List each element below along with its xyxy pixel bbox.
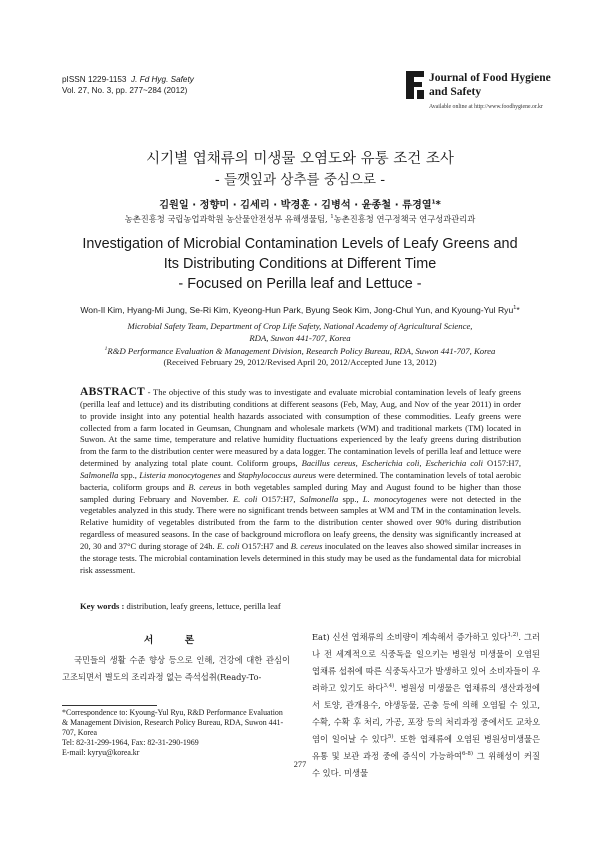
keywords-label: Key words :: [80, 601, 125, 611]
journal-logo-icon: [405, 70, 425, 100]
correspondence-footnote: *Correspondence to: Kyoung-Yul Ryu, R&D Performance Evaluation & Management Division, Research Policy Bureau, RDA, Suwon 441-707, Korea Tel: 82-31-299-1964, Fax: 82-31-290-1969 E-mail: kyryu@korea.kr: [62, 708, 290, 758]
intro-left-column: 국민들의 생활 수준 향상 등으로 인해, 건강에 대한 관심이 고조되면서 별도의 조리과정 없는 즉석섭취(Ready-To-: [62, 655, 290, 682]
keywords: Key words : distribution, leafy greens, lettuce, perilla leaf: [80, 601, 281, 611]
footnote-divider: [62, 705, 157, 706]
korean-affiliation: 농촌진흥청 국립농업과학원 농산물안전성부 유해생물팀, $^1$농촌진흥청 연구정책국 연구성과관리과: [124, 214, 476, 224]
affiliation-line3: $^1$R&D Performance Evaluation & Management Division, Research Policy Bureau, RDA, Suwon 441-707, Korea: [104, 346, 496, 356]
journal-name: Journal of Food Hygiene and Safety: [429, 72, 551, 98]
journal-logo: [405, 70, 565, 126]
page-number: 277: [293, 760, 307, 769]
english-authors: Won-Il Kim, Hyang-Mi Jung, Se-Ri Kim, Kyeong-Hun Park, Byung Seok Kim, Jong-Chul Yun, and Kyoung-Yul Ryu$^1$*: [80, 305, 520, 315]
email: E-mail: kyryu@korea.kr: [62, 748, 140, 758]
section-title-introduction: 서 론: [143, 635, 209, 646]
journal-abbrev: J. Fd Hyg. Safety: [131, 75, 194, 84]
english-subtitle: - Focused on Perilla leaf and Lettuce -: [178, 276, 422, 292]
issn-line: pISSN 1229-1153 J. Fd Hyg. Safety: [62, 75, 194, 84]
english-title-line2: Its Distributing Conditions at Different Time: [163, 256, 437, 272]
volume-line: Vol. 27, No. 3, pp. 277~284 (2012): [62, 86, 188, 95]
english-title-line1: Investigation of Microbial Contamination Levels of Leafy Greens and: [82, 236, 518, 252]
korean-title: 시기별 엽채류의 미생물 오염도와 유통 조건 조사: [146, 151, 454, 167]
online-availability: Available online at http://www.foodhygiene.or.kr: [429, 104, 543, 110]
korean-authors: 김원일 · 정향미 · 김세리 · 박경훈 · 김병석 · 윤종철 · 류경열$^1$*: [159, 199, 441, 211]
received-dates: (Received February 29, 2012/Revised April 20, 2012/Accepted June 13, 2012): [163, 357, 437, 367]
korean-subtitle: - 들깻잎과 상추를 중심으로 -: [214, 172, 386, 188]
abstract-heading: ABSTRACT: [80, 386, 146, 398]
journal-citation-block: [62, 74, 194, 96]
affiliation-line1: Microbial Safety Team, Department of Crop Life Safety, National Academy of Agricultural Science,: [127, 321, 473, 331]
affiliation-line2: RDA, Suwon 441-707, Korea: [249, 333, 351, 343]
abstract: ABSTRACT - The objective of this study was to investigate and evaluate microbial contamination levels of leafy greens (perilla leaf and lettuce) and its distributing conditions at different seasons (Feb, May, Aug, and Nov of the year 2011) in order to provide insight into any potential health hazards associated with consumption of these commodities. Leafy greens were collected from a farm located in Geumsan, Chungnam and wholesale markets (WM) and traditional markets (TM) located in Suwon. At the same time, temperature and relative humidity fluctuations experienced by the leafy greens during distribution from the farm to the distribution center were measured by a data logger. The contamination levels of perilla leaf and lettuce were determined by analyzing total plate count. Coliform groups, Bacillus cereus, Escherichia coli, Escherichia coli O157:H7, Salmonella spp., Listeria monocytogenes and Staphylococcus aureus were determined. The contamination levels of total aerobic bacteria, coliform groups and B. cereus in both vegetables sampled during May and August found to be higher than those sampled during February and November. E. coli O157:H7, Salmonella spp., L. monocytogenes were not detected in the vegetables analyzed in this study. There were no significant trends between samples at WM and TM in the contamination levels. Relative humidity of vegetables distributed from the farm to the distribution center showed over 90% during distribution regardless of measured seasons. In the case of background microflora on leafy greens, the density was significantly increased at 20, 30 and 37°C during storage of 24h. E. coli O157:H7 and B. cereus inoculated on the leaves also showed similar increases in the storage tests. The microbial contamination levels determined in this study may be used as the fundamental data for microbial risk assessment.: [80, 386, 522, 575]
intro-right-column: Eat) 신선 엽채류의 소비량이 계속해서 증가하고 있다$^{1,2)}$. 그러나 전 세계적으로 식중독을 일으키는 병원성 미생물이 오염된 엽채류 섭취에 따른 식중독사고가 발생하고 있어 소비자들이 우려하고 있기도 하다$^{3,4)}$. 병원성 미생물은 엽채류의 생산과정에서 토양, 관개용수, 야생동물, 곤충 등에 의해 오염될 수 있고, 수확, 수확 후 처리, 가공, 포장 등의 처리과정 중에서도 교차오염이 일어날 수 있다$^{5)}$. 또한 엽채류에 오염된 병원성미생물은 유통 및 보관 과정 중에 증식이 가능하여$^{6-8)}$ 그 위해성이 커질 수 있다. 미생물: [312, 632, 540, 778]
